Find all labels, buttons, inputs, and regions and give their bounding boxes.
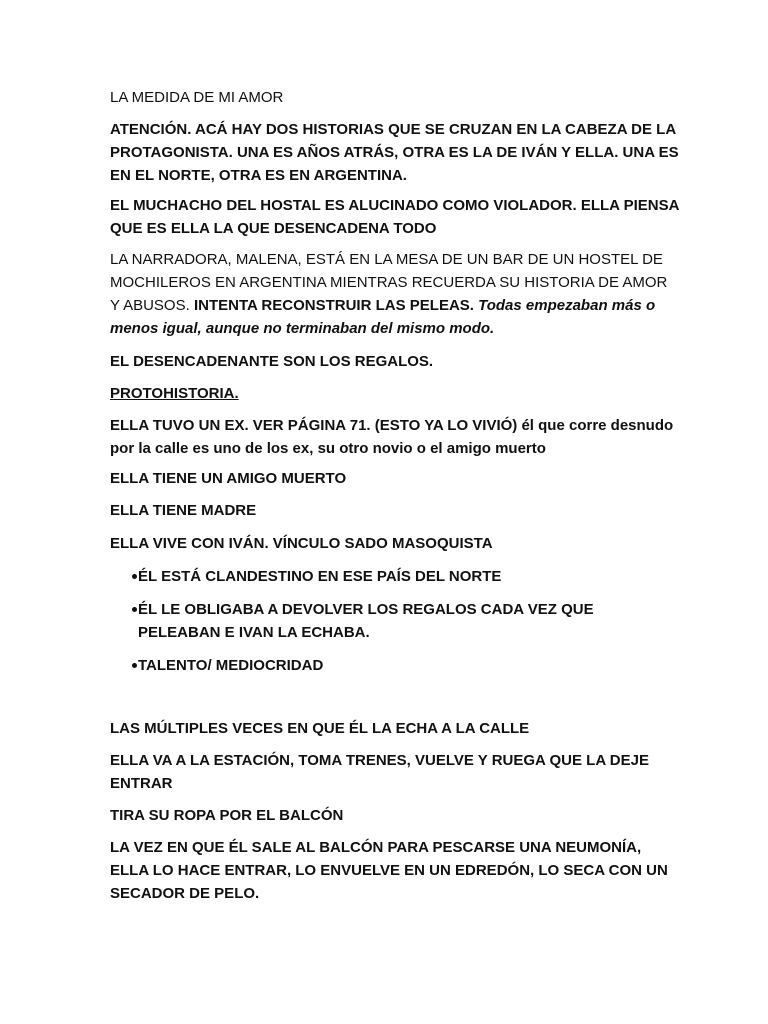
- paragraph-narradora: [110, 248, 680, 340]
- bullet-text: ÉL LE OBLIGABA A DEVOLVER LOS REGALOS CADA VEZ QUE PELEABAN E IVAN LA ECHABA.: [138, 601, 594, 641]
- peleas-italic-text: Todas empezaban más o menos igual, aunque no terminaban del mismo modo.: [110, 297, 656, 337]
- paragraph-attention: ATENCIÓN. ACÁ HAY DOS HISTORIAS QUE SE CRUZAN EN LA CABEZA DE LA PROTAGONISTA. UNA ES AÑOS ATRÁS, OTRA ES LA DE IVÁN Y ELLA. UNA ES EN EL NORTE, OTRA ES EN ARGENTINA.: [110, 121, 679, 184]
- paragraph-neumonia: LA VEZ EN QUE ÉL SALE AL BALCÓN PARA PESCARSE UNA NEUMONÍA, ELLA LO HACE ENTRAR, LO ENVUELVE EN UN EDREDÓN, LO SECA CON UN SECADOR DE PELO.: [110, 839, 668, 902]
- paragraph-ivan: ELLA VIVE CON IVÁN. VÍNCULO SADO MASOQUISTA: [110, 535, 493, 552]
- bullet-text: ÉL ESTÁ CLANDESTINO EN ESE PAÍS DEL NORTE: [138, 568, 502, 585]
- narradora-text: LA NARRADORA, MALENA, ESTÁ EN LA MESA DE UN BAR DE UN HOSTEL DE MOCHILEROS EN ARGENTINA MIENTRAS RECUERDA SU HISTORIA DE AMOR Y ABUSOS.: [110, 251, 668, 314]
- paragraph-estacion: ELLA VA A LA ESTACIÓN, TOMA TRENES, VUELVE Y RUEGA QUE LA DEJE ENTRAR: [110, 752, 649, 792]
- bullet-text: TALENTO/ MEDIOCRIDAD: [138, 657, 324, 674]
- paragraph-madre: ELLA TIENE MADRE: [110, 502, 257, 519]
- bullet-list: [110, 565, 680, 677]
- paragraph-ex: ELLA TUVO UN EX. VER PÁGINA 71. (ESTO YA LO VIVIÓ) él que corre desnudo por la calle es uno de los ex, su otro novio o el amigo muerto: [110, 417, 674, 457]
- paragraph-amigo-muerto: ELLA TIENE UN AMIGO MUERTO: [110, 470, 347, 487]
- bullet-item: [110, 598, 680, 644]
- paragraph-hostal: EL MUCHACHO DEL HOSTAL ES ALUCINADO COMO VIOLADOR. ELLA PIENSA QUE ES ELLA LA QUE DESENCADENA TODO: [110, 197, 679, 237]
- bullet-dot-icon: [132, 663, 137, 668]
- paragraph-multiples-veces: LAS MÚLTIPLES VECES EN QUE ÉL LA ECHA A LA CALLE: [110, 720, 530, 737]
- paragraph-ropa: TIRA SU ROPA POR EL BALCÓN: [110, 807, 344, 824]
- document-title: LA MEDIDA DE MI AMOR: [110, 89, 284, 106]
- bullet-item: [110, 654, 680, 677]
- reconstruir-text: INTENTA RECONSTRUIR LAS PELEAS.: [193, 297, 479, 314]
- bullet-item: [110, 565, 680, 588]
- bullet-dot-icon: [132, 574, 137, 579]
- heading-protohistoria: PROTOHISTORIA.: [110, 385, 239, 402]
- bullet-dot-icon: [132, 607, 137, 612]
- paragraph-desencadenante: EL DESENCADENANTE SON LOS REGALOS.: [110, 353, 434, 370]
